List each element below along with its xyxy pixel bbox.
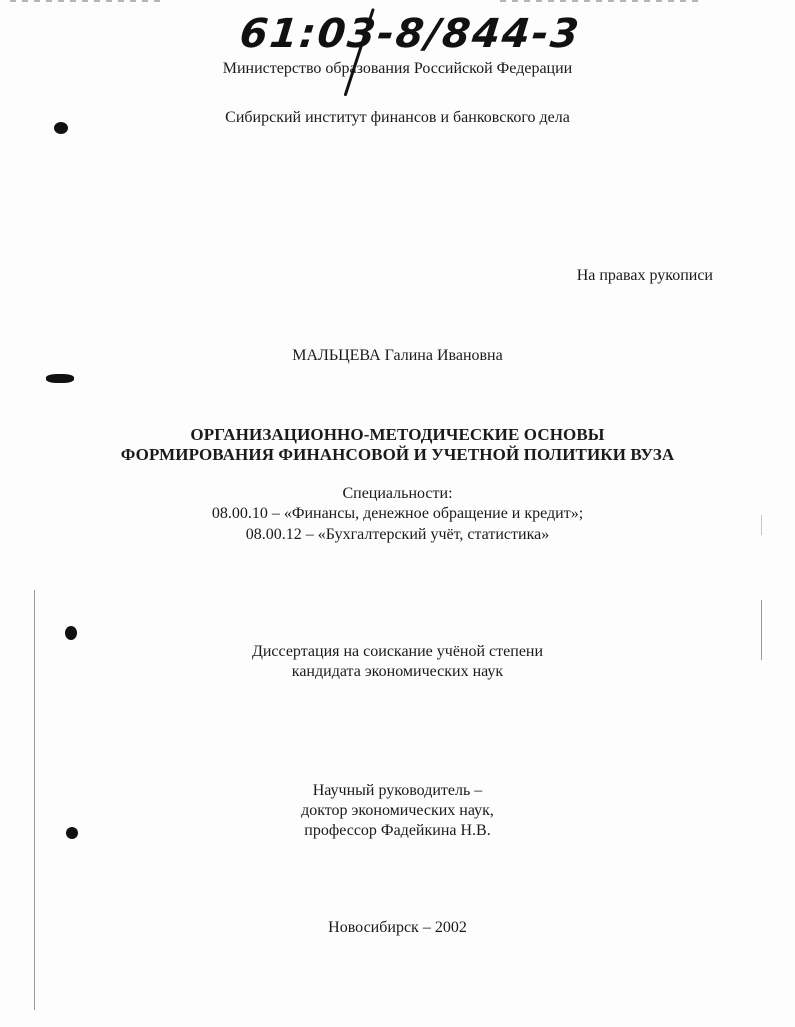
author-name: МАЛЬЦЕВА Галина Ивановна <box>292 347 503 364</box>
archive-stamp: 61:03-8/844-3 <box>237 11 583 57</box>
institute-line: Сибирский институт финансов и банковского дела <box>225 109 570 126</box>
binding-mark <box>65 626 77 640</box>
supervisor-line-1: Научный руководитель – <box>312 782 483 799</box>
scan-edge-left <box>34 590 35 1010</box>
dissertation-line-2: кандидата экономических наук <box>291 663 504 680</box>
scan-artifact-top <box>10 0 160 2</box>
supervisor-line-2: доктор экономических наук, <box>301 802 494 819</box>
specialty-item: 08.00.12 – «Бухгалтерский учёт, статистика» <box>245 526 550 543</box>
supervisor-line-3: профессор Фадейкина Н.В. <box>304 822 491 839</box>
binding-mark <box>66 827 78 839</box>
scan-artifact-top <box>500 0 700 2</box>
scan-edge-right <box>761 515 762 535</box>
specialty-item: 08.00.10 – «Финансы, денежное обращение и кредит»; <box>211 505 584 522</box>
scan-edge-right <box>761 600 762 660</box>
title-line-1: ОРГАНИЗАЦИОННО-МЕТОДИЧЕСКИЕ ОСНОВЫ <box>190 425 605 444</box>
binding-mark <box>54 122 68 134</box>
rights-note: На правах рукописи <box>576 267 713 284</box>
city-year: Новосибирск – 2002 <box>328 919 467 936</box>
specialties-heading: Специальности: <box>342 485 453 502</box>
dissertation-line-1: Диссертация на соискание учёной степени <box>251 643 544 660</box>
title-line-2: ФОРМИРОВАНИЯ ФИНАНСОВОЙ И УЧЕТНОЙ ПОЛИТИКИ ВУЗА <box>120 445 675 464</box>
ministry-line: Министерство образования Российской Федерации <box>222 60 573 77</box>
binding-mark <box>46 374 74 383</box>
